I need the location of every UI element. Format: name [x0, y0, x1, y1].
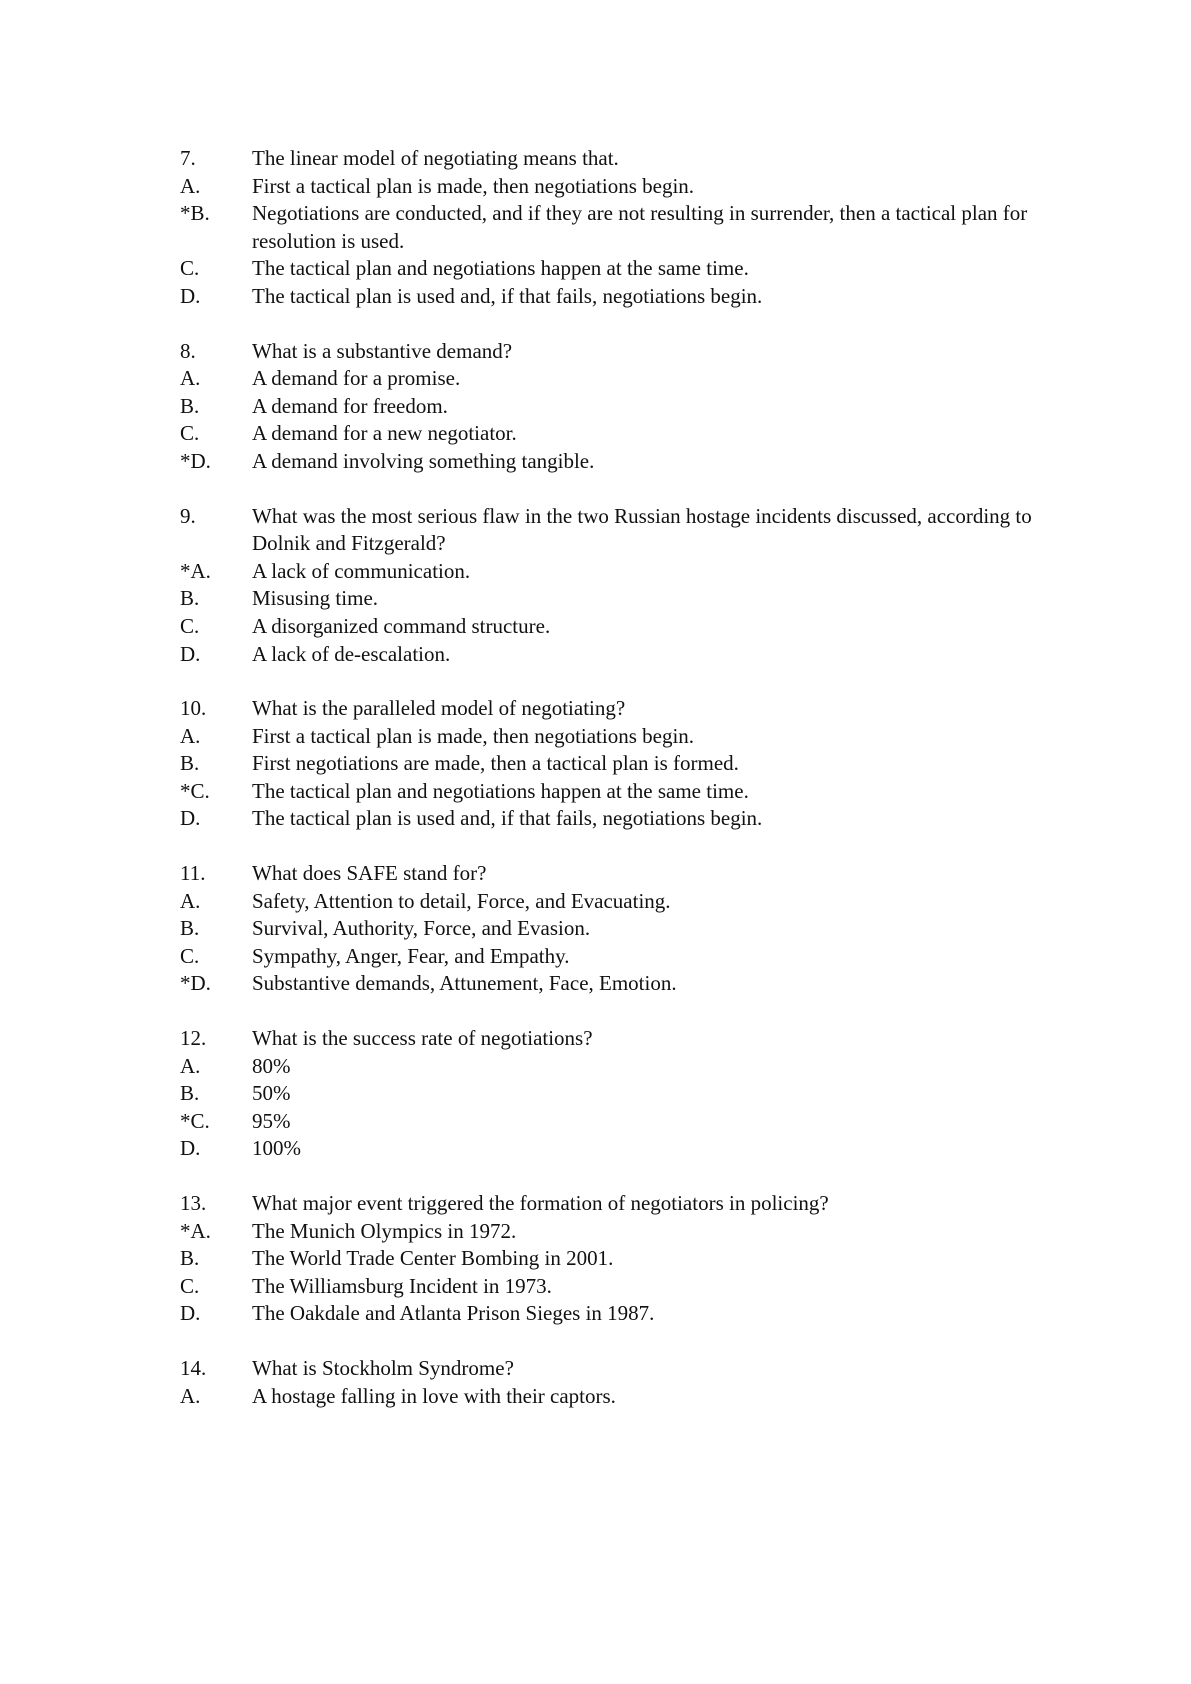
- option-label: D.: [180, 1136, 201, 1161]
- option-text: A disorganized command structure.: [252, 613, 551, 638]
- option-text: The tactical plan is used and, if that fails, negotiations begin.: [252, 806, 763, 831]
- option-label: C.: [180, 421, 200, 446]
- option-text: Misusing time.: [252, 586, 379, 611]
- question-9: [180, 503, 1040, 669]
- option-text: 50%: [252, 1081, 291, 1106]
- option-line: [180, 1108, 1040, 1136]
- option-line: [180, 805, 1040, 833]
- option-line: [180, 613, 1040, 641]
- option-line: [180, 1053, 1040, 1081]
- option-text: The Williamsburg Incident in 1973.: [252, 1273, 552, 1298]
- question-text: What major event triggered the formation of negotiators in policing?: [252, 1191, 829, 1215]
- option-text: 80%: [252, 1053, 291, 1078]
- option-text: A demand for freedom.: [252, 393, 448, 418]
- option-line: [180, 283, 1040, 311]
- option-text: A demand involving something tangible.: [252, 448, 595, 473]
- option-line: [180, 1218, 1040, 1246]
- option-label: D.: [180, 283, 201, 308]
- option-text: The tactical plan and negotiations happen at the same time.: [252, 778, 749, 803]
- question-11: [180, 860, 1040, 998]
- option-text: The Munich Olympics in 1972.: [252, 1218, 517, 1243]
- option-text: The World Trade Center Bombing in 2001.: [252, 1246, 614, 1271]
- question-line: [180, 860, 1040, 888]
- question-12: [180, 1025, 1040, 1163]
- option-line: [180, 255, 1040, 283]
- option-label: A.: [180, 1383, 201, 1408]
- option-line: [180, 1300, 1040, 1328]
- option-line: [180, 943, 1040, 971]
- option-label: A.: [180, 723, 201, 748]
- option-line: [180, 888, 1040, 916]
- option-line: [180, 1273, 1040, 1301]
- option-label: B.: [180, 1081, 200, 1106]
- option-label: C.: [180, 943, 200, 968]
- question-text: The linear model of negotiating means that.: [252, 146, 619, 170]
- option-label: D.: [180, 641, 201, 666]
- option-label: B.: [180, 751, 200, 776]
- question-number: 13.: [180, 1191, 207, 1215]
- question-list: [180, 145, 1040, 1437]
- option-line: [180, 393, 1040, 421]
- option-label: B.: [180, 1246, 200, 1271]
- option-label: *A.: [180, 1218, 211, 1243]
- option-text: Substantive demands, Attunement, Face, Emotion.: [252, 971, 677, 996]
- option-text: First negotiations are made, then a tactical plan is formed.: [252, 751, 739, 776]
- option-label: *B.: [180, 201, 210, 226]
- option-text: Sympathy, Anger, Fear, and Empathy.: [252, 943, 570, 968]
- option-line: [180, 420, 1040, 448]
- question-line: [180, 338, 1040, 366]
- option-line: [180, 1135, 1040, 1163]
- option-label: *D.: [180, 448, 211, 473]
- question-7: [180, 145, 1040, 311]
- option-text: Survival, Authority, Force, and Evasion.: [252, 916, 591, 941]
- option-label: C.: [180, 256, 200, 281]
- option-text: The Oakdale and Atlanta Prison Sieges in 1987.: [252, 1301, 655, 1326]
- question-line: [180, 145, 1040, 173]
- option-text: The tactical plan and negotiations happen at the same time.: [252, 256, 749, 281]
- question-text: What is the success rate of negotiations?: [252, 1026, 593, 1051]
- option-label: *A.: [180, 558, 211, 583]
- option-text: A demand for a promise.: [252, 366, 461, 391]
- question-number: 11.: [180, 861, 206, 886]
- option-text: A lack of de-escalation.: [252, 641, 451, 666]
- question-line: [180, 1355, 1040, 1383]
- option-label: A.: [180, 366, 201, 391]
- option-line: [180, 970, 1040, 998]
- option-line: [180, 1383, 1040, 1411]
- option-text: A hostage falling in love with their captors.: [252, 1383, 616, 1408]
- option-text: A demand for a new negotiator.: [252, 421, 517, 446]
- option-text: First a tactical plan is made, then negotiations begin.: [252, 723, 695, 748]
- option-line: [180, 723, 1040, 751]
- question-line: [180, 1025, 1040, 1053]
- option-label: A.: [180, 173, 201, 198]
- option-label: D.: [180, 1301, 201, 1326]
- question-number: 8.: [180, 338, 196, 363]
- option-line: [180, 915, 1040, 943]
- option-text: First a tactical plan is made, then negotiations begin.: [252, 173, 695, 198]
- question-10: [180, 695, 1040, 833]
- option-label: D.: [180, 806, 201, 831]
- option-line: [180, 365, 1040, 393]
- option-label: *C.: [180, 778, 210, 803]
- option-text: Safety, Attention to detail, Force, and Evacuating.: [252, 888, 671, 913]
- question-14: [180, 1355, 1040, 1410]
- question-line: [180, 695, 1040, 723]
- option-label: C.: [180, 613, 200, 638]
- question-line: [180, 503, 1040, 558]
- question-number: 12.: [180, 1026, 207, 1051]
- option-text: Negotiations are conducted, and if they are not resulting in surrender, then a tactical plan for resolution is used.: [252, 201, 1028, 253]
- option-line: [180, 750, 1040, 778]
- option-text: A lack of communication.: [252, 558, 471, 583]
- option-label: B.: [180, 916, 200, 941]
- question-text: What is a substantive demand?: [252, 338, 513, 363]
- question-line: [180, 1190, 1040, 1218]
- question-13: [180, 1190, 1040, 1328]
- option-line: [180, 558, 1040, 586]
- question-8: [180, 338, 1040, 476]
- option-line: [180, 1245, 1040, 1273]
- option-line: [180, 1080, 1040, 1108]
- option-label: C.: [180, 1273, 200, 1298]
- option-line: [180, 448, 1040, 476]
- option-text: The tactical plan is used and, if that fails, negotiations begin.: [252, 283, 763, 308]
- question-number: 10.: [180, 696, 207, 721]
- option-label: B.: [180, 393, 200, 418]
- option-label: *C.: [180, 1108, 210, 1133]
- option-label: A.: [180, 888, 201, 913]
- question-text: What is Stockholm Syndrome?: [252, 1355, 514, 1380]
- option-label: A.: [180, 1053, 201, 1078]
- option-line: [180, 585, 1040, 613]
- option-label: *D.: [180, 971, 211, 996]
- option-text: 100%: [252, 1136, 301, 1161]
- option-line: [180, 173, 1040, 201]
- option-line: [180, 778, 1040, 806]
- option-text: 95%: [252, 1108, 291, 1133]
- question-number: 7.: [180, 146, 196, 170]
- question-text: What is the paralleled model of negotiating?: [252, 696, 626, 721]
- option-line: [180, 641, 1040, 669]
- question-text: What was the most serious flaw in the two Russian hostage incidents discussed, according to Dolnik and Fitzgerald?: [252, 503, 1032, 556]
- question-number: 9.: [180, 503, 196, 528]
- question-number: 14.: [180, 1355, 207, 1380]
- question-text: What does SAFE stand for?: [252, 861, 487, 886]
- option-label: B.: [180, 586, 200, 611]
- option-line: [180, 200, 1040, 255]
